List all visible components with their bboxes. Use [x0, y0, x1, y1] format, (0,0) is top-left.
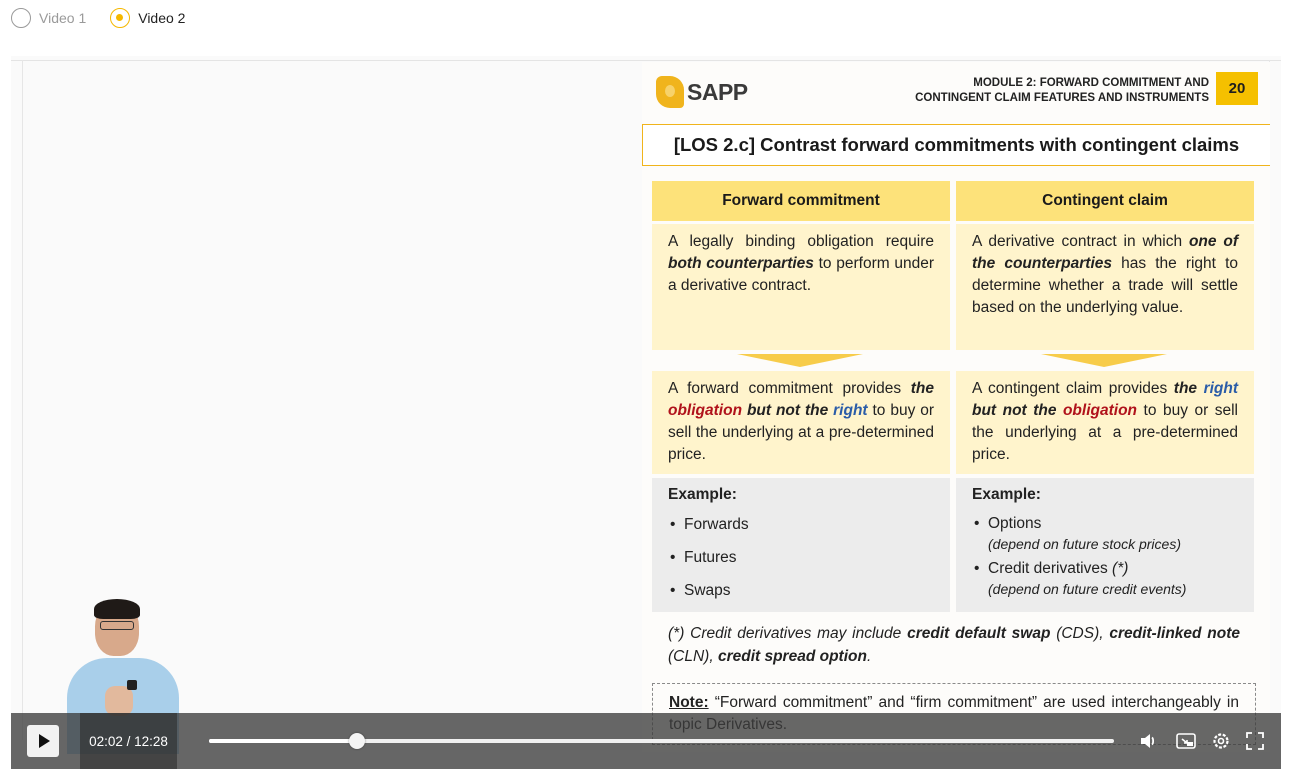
provides-the: the [910, 380, 934, 397]
contingent-claim-definition [956, 224, 1254, 350]
definition-text: to perform under a derivative contract. [668, 255, 934, 294]
footnote [668, 622, 1240, 668]
example-list [668, 514, 934, 602]
logo-text: SAPP [687, 78, 748, 105]
sapp-logo [656, 76, 748, 108]
example-sub: (depend on future credit events) [988, 581, 1187, 597]
progress-bar[interactable] [209, 739, 1114, 743]
player-controls [11, 713, 1281, 769]
obligation-keyword: obligation [1062, 402, 1138, 419]
video-2-label: Video 2 [138, 10, 186, 26]
provides-mid: but not the [742, 402, 834, 419]
provides-text: A forward commitment provides [668, 380, 911, 397]
provides-the: the [1173, 380, 1204, 397]
progress-handle[interactable] [349, 733, 365, 749]
volume-icon[interactable] [1137, 730, 1159, 752]
list-item [972, 514, 1238, 554]
picture-in-picture-icon[interactable] [1175, 730, 1197, 752]
provides-text: A contingent claim provides [972, 380, 1174, 397]
lecture-slide [642, 62, 1270, 752]
fullscreen-icon[interactable] [1244, 730, 1266, 752]
contingent-claim-header: Contingent claim [956, 181, 1254, 221]
footnote-bold: credit-linked note [1109, 625, 1240, 642]
definition-text: has the right to determine whether a trade will settle based on the underlying value. [972, 255, 1238, 316]
presenter-hands [105, 686, 133, 716]
down-arrow-left [737, 354, 863, 367]
footnote-bold: credit default swap [907, 625, 1051, 642]
module-title [915, 76, 1209, 106]
example-sub: (depend on future stock prices) [988, 536, 1181, 552]
list-item [972, 559, 1238, 599]
provides-mid: but not the [972, 402, 1063, 419]
obligation-keyword: obligation [668, 402, 743, 419]
provides-text: to buy or sell the underlying at a pre-determined price. [972, 402, 1238, 463]
example-title: Example: [972, 486, 1041, 503]
time-display: 02:02 / 12:28 [80, 713, 177, 769]
example-label: Credit derivatives [988, 560, 1113, 577]
down-arrow-right [1041, 354, 1167, 367]
right-keyword: right [1203, 380, 1238, 397]
module-line-1: MODULE 2: FORWARD COMMITMENT AND [973, 77, 1209, 89]
footnote-text: (*) Credit derivatives may include [668, 625, 908, 642]
note-text: “Forward commitment” and “firm commitment” are used interchangeably in [714, 694, 1239, 711]
radio-video-1[interactable] [11, 8, 31, 28]
forward-commitment-header: Forward commitment [652, 181, 950, 221]
gear-icon[interactable] [1210, 730, 1232, 752]
forward-commitment-provides [652, 371, 950, 474]
presenter-glasses [100, 621, 134, 630]
frame-divider [11, 60, 1281, 61]
right-keyword: right [833, 402, 868, 419]
forward-commitment-definition [652, 224, 950, 350]
definition-emphasis: both counterparties [668, 255, 814, 272]
sapp-logo-mark [656, 76, 684, 108]
contingent-claim-provides [956, 371, 1254, 474]
contingent-claim-examples [956, 478, 1254, 612]
example-title: Example: [668, 486, 737, 503]
provides-text: to buy or sell the underlying at a pre-determined price. [668, 402, 935, 463]
play-button[interactable] [27, 725, 59, 757]
example-label: Options [988, 515, 1042, 532]
list-item: • Futures [668, 547, 934, 569]
microphone-icon [127, 680, 137, 690]
slide-page-number: 20 [1216, 72, 1258, 105]
asterisk-mark: (*) [1112, 560, 1129, 577]
footnote-bold: credit spread option [717, 648, 867, 665]
note-label: Note: [669, 694, 709, 711]
forward-commitment-examples [652, 478, 950, 612]
video-2-option[interactable] [110, 8, 185, 28]
video-1-label: Video 1 [39, 10, 87, 26]
video-1-option[interactable] [11, 8, 86, 28]
progress-fill [209, 739, 357, 743]
video-player[interactable] [11, 56, 1281, 769]
frame-left-edge [22, 60, 23, 740]
list-item: • Swaps [668, 580, 934, 602]
footnote-text: (CDS), [1050, 625, 1110, 642]
footnote-text: (CLN), [668, 648, 718, 665]
footnote-text: . [866, 648, 872, 665]
play-icon [39, 734, 50, 748]
los-title: [LOS 2.c] Contrast forward commitments with contingent claims [642, 124, 1270, 166]
definition-emphasis: one of the counterparties [972, 233, 1238, 272]
module-line-2: CONTINGENT CLAIM FEATURES AND INSTRUMENTS [915, 92, 1209, 104]
example-list [972, 514, 1238, 599]
radio-video-2[interactable] [110, 8, 130, 28]
list-item: • Forwards [668, 514, 934, 536]
definition-text: A legally binding obligation require [668, 233, 934, 250]
definition-text: A derivative contract in which [972, 233, 1189, 250]
presenter-hair [94, 599, 140, 619]
video-selector [11, 8, 209, 28]
